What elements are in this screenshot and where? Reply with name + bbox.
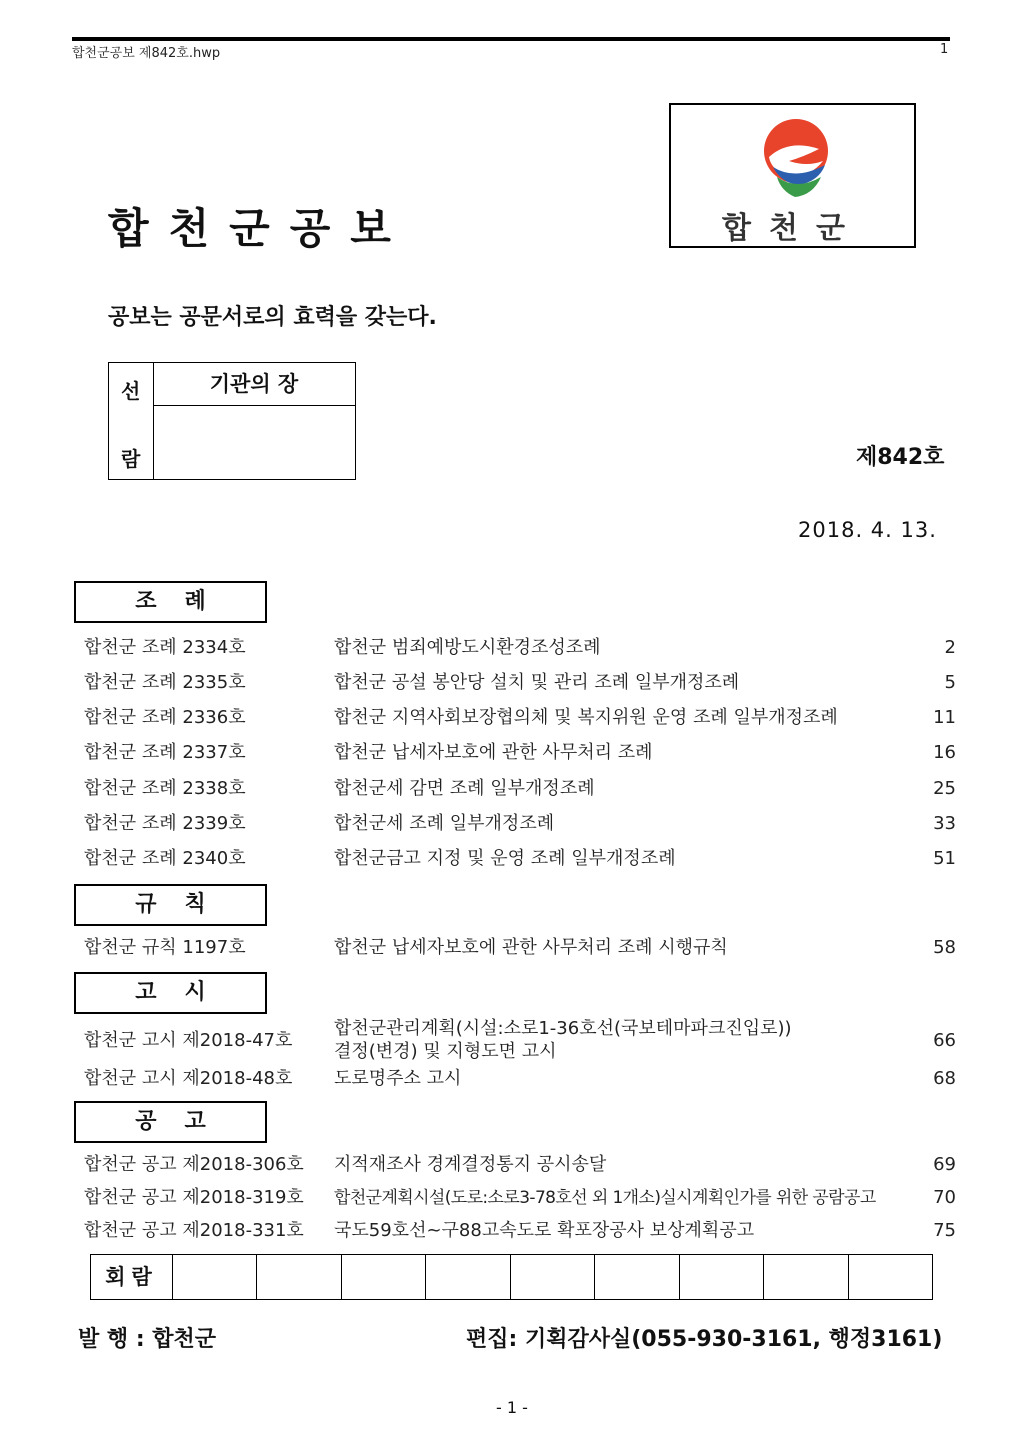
list-item-title-line2: [84, 1040, 956, 1064]
item-title: 합천군계획시설(도로:소로3-78호선 외 1개소)실시계획인가를 위한 공람공고: [334, 1188, 876, 1208]
list-item: [84, 812, 956, 836]
item-title-continued: 결정(변경) 및 지형도면 고시: [334, 1041, 557, 1062]
item-id: 합천군 조례 2334호: [84, 637, 246, 658]
header-rule: [72, 37, 950, 41]
motto: 공보는 공문서로의 효력을 갖는다.: [108, 305, 437, 330]
list-item-title-line1: [84, 1017, 956, 1041]
item-page: 5: [944, 672, 956, 693]
item-page: 51: [933, 848, 956, 869]
issue-date: 2018. 4. 13.: [798, 518, 937, 542]
item-title: 합천군 납세자보호에 관한 사무처리 조례 시행규칙: [334, 937, 728, 958]
item-page: 69: [933, 1154, 956, 1175]
item-id: 합천군 조례 2336호: [84, 707, 246, 728]
list-item: [84, 1067, 956, 1091]
item-page: 16: [933, 742, 956, 763]
list-item: [84, 777, 956, 801]
item-page: 11: [933, 707, 956, 728]
item-id: 합천군 규칙 1197호: [84, 937, 246, 958]
item-id: 합천군 공고 제2018-306호: [84, 1154, 304, 1175]
item-title: 도로명주소 고시: [334, 1068, 462, 1089]
list-item: [84, 1186, 956, 1210]
item-page: 66: [933, 1030, 956, 1051]
review-label: 회람: [91, 1255, 173, 1299]
section-heading-rule: 규칙: [74, 884, 267, 926]
review-cell: [680, 1255, 764, 1299]
item-id: 합천군 조례 2340호: [84, 848, 246, 869]
county-logo-box: [669, 103, 916, 248]
list-item: [84, 847, 956, 871]
item-title: 합천군세 감면 조례 일부개정조례: [334, 778, 595, 799]
publisher: 발 행 : 합천군: [78, 1327, 217, 1352]
header-page-number: 1: [940, 42, 949, 57]
item-id: 합천군 조례 2338호: [84, 778, 246, 799]
list-item: [84, 936, 956, 960]
item-page: 58: [933, 937, 956, 958]
section-heading-ordinance: 조례: [74, 581, 267, 623]
document-title: 합천군공보: [108, 204, 411, 253]
circulation-label-top: 선: [121, 379, 141, 403]
header-file-name: 합천군공보 제842호.hwp: [72, 46, 221, 61]
circulation-side-column: [109, 363, 154, 479]
section-heading-notice: 고시: [74, 972, 267, 1014]
item-id: 합천군 공고 제2018-331호: [84, 1220, 304, 1241]
item-title: 합천군세 조례 일부개정조례: [334, 813, 555, 834]
item-title: 지적재조사 경계결정통지 공시송달: [334, 1154, 607, 1175]
review-cell: [173, 1255, 257, 1299]
list-item: [84, 671, 956, 695]
item-title: 합천군 지역사회보장협의체 및 복지위원 운영 조례 일부개정조례: [334, 707, 838, 728]
issue-number: 제842호: [856, 445, 945, 470]
item-id: 합천군 조례 2337호: [84, 742, 246, 763]
item-title: 합천군관리계획(시설:소로1-36호선(국보테마파크진입로)): [334, 1018, 792, 1039]
county-emblem-icon: [759, 117, 833, 201]
review-cell: [849, 1255, 932, 1299]
item-title: 합천군 납세자보호에 관한 사무처리 조례: [334, 742, 653, 763]
review-cell: [595, 1255, 679, 1299]
item-title: 국도59호선~구88고속도로 확포장공사 보상계획공고: [334, 1220, 755, 1241]
circulation-label-bottom: 람: [121, 447, 141, 471]
item-id: 합천군 조례 2339호: [84, 813, 246, 834]
list-item: [84, 741, 956, 765]
item-page: 70: [933, 1187, 956, 1208]
item-id: 합천군 조례 2335호: [84, 672, 246, 693]
circulation-header: 기관의 장: [153, 363, 355, 406]
review-cell: [426, 1255, 510, 1299]
item-title: 합천군 공설 봉안당 설치 및 관리 조례 일부개정조례: [334, 672, 740, 693]
item-page: 33: [933, 813, 956, 834]
item-title: 합천군금고 지정 및 운영 조례 일부개정조례: [334, 848, 676, 869]
item-id: 합천군 공고 제2018-319호: [84, 1187, 304, 1208]
list-item: [84, 1219, 956, 1243]
item-id: 합천군 고시 제2018-47호: [84, 1030, 293, 1051]
item-page: 75: [933, 1220, 956, 1241]
list-item: [84, 1153, 956, 1177]
list-item: [84, 706, 956, 730]
review-cell: [257, 1255, 341, 1299]
page-footer-number: - 1 -: [496, 1398, 528, 1417]
review-table: [90, 1254, 933, 1300]
item-page: 68: [933, 1068, 956, 1089]
section-heading-announcement: 공고: [74, 1101, 267, 1143]
item-title: 합천군 범죄예방도시환경조성조례: [334, 637, 601, 658]
item-id: 합천군 고시 제2018-48호: [84, 1068, 293, 1089]
review-cell: [342, 1255, 426, 1299]
list-item: [84, 636, 956, 660]
logo-text: 합천군: [722, 211, 863, 246]
item-page: 2: [944, 637, 956, 658]
review-cell: [511, 1255, 595, 1299]
item-page: 25: [933, 778, 956, 799]
review-cell: [764, 1255, 848, 1299]
circulation-box: [108, 362, 356, 480]
editor-contact: 편집: 기획감사실(055-930-3161, 행정3161): [466, 1327, 943, 1352]
